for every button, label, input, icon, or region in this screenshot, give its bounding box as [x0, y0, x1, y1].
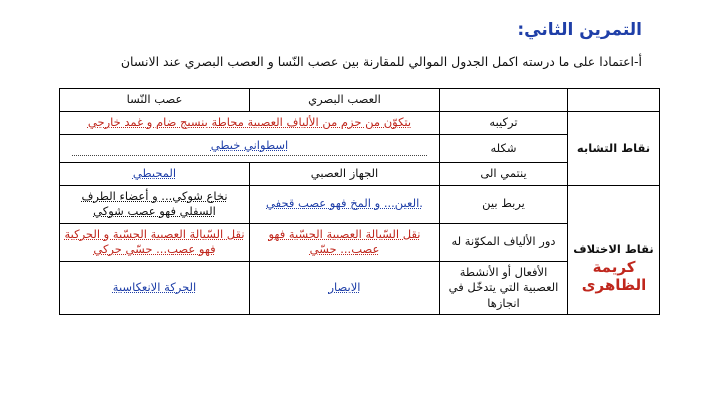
header-optic-nerve: العصب البصري	[250, 89, 440, 112]
answer-peripheral: المحيطي	[60, 163, 250, 186]
header-criteria	[440, 89, 568, 112]
criterion-fiber-role: دور الألياف المكوّنة له	[440, 223, 568, 261]
table-row	[60, 185, 660, 223]
answer-structure: يتكوّن من حزم من الألياف العصبية محاطة بنسيج ضام و غمد خارجي	[60, 112, 440, 135]
answer-fiber-role-optic: نقل السّيالة العصبية الحسّية فهو عصب... حسّي	[250, 223, 440, 261]
header-corner	[568, 89, 660, 112]
teacher-signature: كريمة الظاهرى	[581, 258, 647, 294]
criterion-belongs-to: ينتمي الى	[440, 163, 568, 186]
criterion-connects: يربط بين	[440, 185, 568, 223]
answer-shape: اسطواني خيطي	[60, 134, 440, 163]
group-label-differences: نقاط الاختلاف	[568, 185, 660, 315]
table-row	[60, 112, 660, 135]
answer-connects-sciatic: نخاع شوكي... و أعضاء الطرف السفلي فهو عصب شوكي	[60, 185, 250, 223]
answer-connects-optic: .العين... و المخ فهو عصب قحفي	[250, 185, 440, 223]
criterion-shape: شكله	[440, 134, 568, 163]
criterion-structure: تركيبه	[440, 112, 568, 135]
dotted-line	[72, 155, 427, 156]
table-header-row	[60, 89, 660, 112]
answer-fiber-role-sciatic: نقل السّيالة العصبية الحسّية و الحركية فهو عصب... حسّي حركي	[60, 223, 250, 261]
group-label-similarities: نقاط التشابه	[568, 112, 660, 186]
header-sciatic-nerve: عصب النّسا	[60, 89, 250, 112]
page-title: التمرين الثاني:	[517, 20, 642, 40]
answer-activities-sciatic: الحركة الانعكاسية	[60, 261, 250, 315]
answer-activities-optic: الابصار	[250, 261, 440, 315]
criterion-activities: الأفعال أو الأنشطة العصبية التي يتدخّل في انجازها	[440, 261, 568, 315]
instruction-text: أ-اعتمادا على ما درسته اكمل الجدول الموالي للمقارنة بين عصب النّسا و العصب البصري عند الانسان	[120, 54, 642, 69]
static-nervous-system: الجهاز العصبي	[250, 163, 440, 186]
